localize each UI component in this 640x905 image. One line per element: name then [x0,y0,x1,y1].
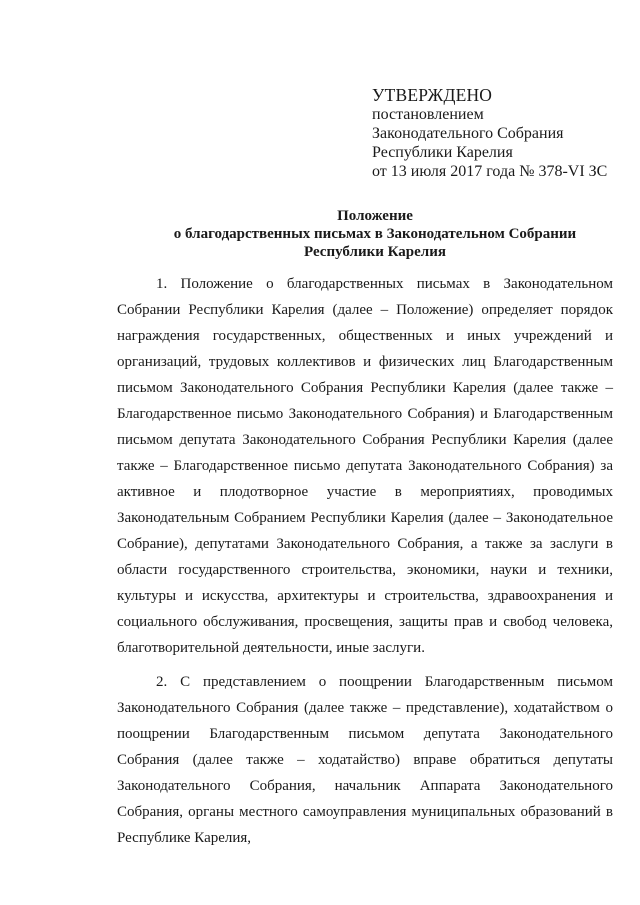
document-body [117,271,613,851]
document-title [150,207,600,261]
approval-stamp [372,86,607,181]
paragraph-1: 1. Положение о благодарственных письмах в Законодательном Собрании Республики Карелия (далее – Положение) определяет порядок награждения государственных, общественных и иных учреждений и организаций, трудовых коллективов и физических лиц Благодарственным письмом Законодательного Собрания Республики Карелия (далее также – Благодарственное письмо Законодательного Собрания) и Благодарственным письмом депутата Законодательного Собрания Республики Карелия (далее также – Благодарственное письмо депутата Законодательного Собрания) за активное и плодотворное участие в мероприятиях, проводимых Законодательным Собранием Республики Карелия (далее – Законодательное Собрание), депутатами Законодательного Собрания, а также за заслуги в области государственного строительства, экономики, науки и техники, культуры и искусства, архитектуры и строительства, здравоохранения и социального обслуживания, просвещения, защиты прав и свобод человека, благотворительной деятельности, иные заслуги. [117,276,613,656]
approval-heading: УТВЕРЖДЕНО [372,85,493,105]
approval-line-1: постановлением [372,106,484,123]
approval-line-4: от 13 июля 2017 года № 378-VI ЗС [372,163,608,180]
title-line-2: о благодарственных письмах в Законодательном Собрании [173,226,577,242]
title-line-1: Положение [337,208,413,224]
approval-line-2: Законодательного Собрания [372,125,564,142]
title-line-3: Республики Карелия [304,244,446,260]
approval-line-3: Республики Карелия [372,144,513,161]
paragraph-2: 2. С представлением о поощрении Благодарственным письмом Законодательного Собрания (далее также – представление), ходатайством о поощрении Благодарственным письмом депутата Законодательного Собрания (далее также – ходатайство) вправе обратиться депутаты Законодательного Собрания, начальник Аппарата Законодательного Собрания, органы местного самоуправления муниципальных образований в Республике Карелия, [117,674,613,846]
